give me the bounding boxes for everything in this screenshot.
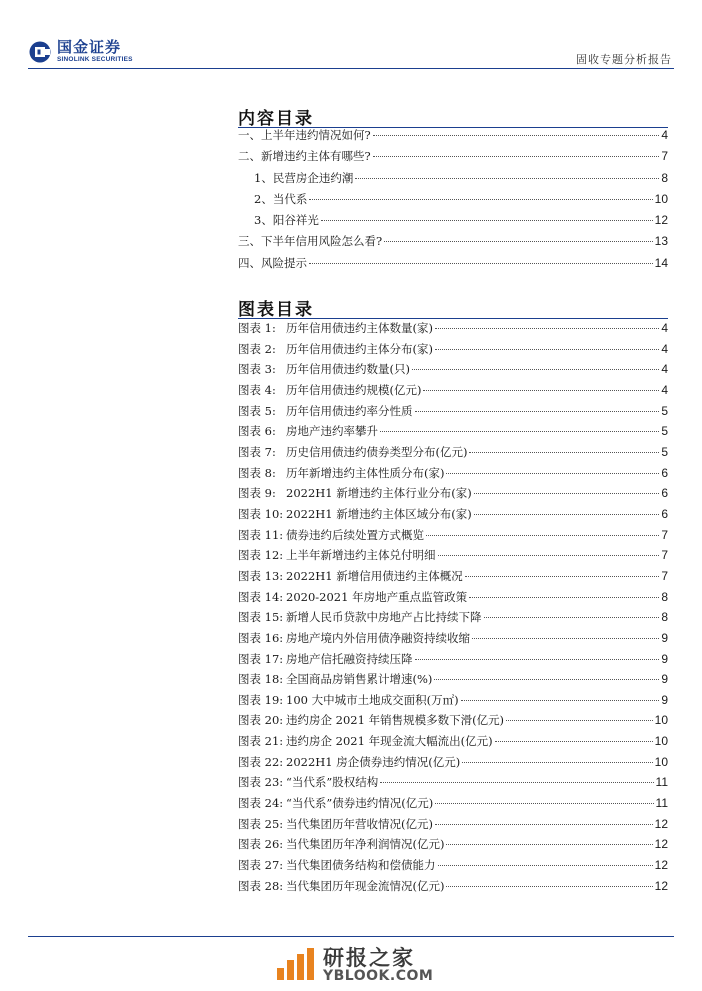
- chart-page: 6: [661, 486, 668, 501]
- toc-item[interactable]: [238, 170, 668, 191]
- chart-label: 上半年新增违约主体兑付明细: [286, 548, 436, 563]
- chart-number: 图表 10:: [238, 506, 284, 521]
- chart-label: 历年信用债违约数量(只): [286, 362, 410, 377]
- chart-toc-item[interactable]: [238, 341, 668, 362]
- chart-toc-item[interactable]: [238, 320, 668, 341]
- chart-label: 房地产信托融资持续压降: [286, 651, 413, 666]
- chart-toc-item[interactable]: [238, 465, 668, 486]
- report-type: 固收专题分析报告: [576, 53, 672, 66]
- toc-label: 1、民营房企违约潮: [254, 170, 354, 185]
- chart-label: “当代系”债券违约情况(亿元): [286, 796, 434, 811]
- bar-chart-logo-icon: [275, 946, 317, 982]
- toc-page: 4: [661, 128, 668, 142]
- chart-toc-item[interactable]: [238, 692, 668, 713]
- chart-page: 9: [661, 630, 668, 645]
- chart-toc-item[interactable]: [238, 630, 668, 651]
- chart-toc-item[interactable]: [238, 485, 668, 506]
- chart-toc-item[interactable]: [238, 671, 668, 692]
- toc-item[interactable]: [238, 191, 668, 212]
- chart-number: 图表 9:: [238, 486, 276, 501]
- chart-page: 6: [661, 465, 668, 480]
- toc-item[interactable]: [238, 255, 668, 276]
- page-header: [0, 0, 702, 68]
- chart-label: 历年信用债违约率分性质: [286, 403, 413, 418]
- chart-label: 2020-2021 年房地产重点监管政策: [286, 589, 468, 604]
- chart-number: 图表 5:: [238, 403, 276, 418]
- chart-page: 8: [661, 610, 668, 625]
- chart-page: 9: [661, 651, 668, 666]
- sinolink-logo-icon: [28, 40, 52, 64]
- chart-toc-item[interactable]: [238, 795, 668, 816]
- chart-page: 4: [661, 321, 668, 335]
- chart-number: 图表 11:: [238, 527, 284, 542]
- chart-toc-item[interactable]: [238, 382, 668, 403]
- toc-page: 10: [654, 191, 668, 206]
- chart-toc-item[interactable]: [238, 816, 668, 837]
- chart-label: 房地产违约率攀升: [286, 424, 378, 439]
- toc-item[interactable]: [238, 212, 668, 233]
- chart-page: 9: [661, 672, 668, 687]
- chart-toc-item[interactable]: [238, 774, 668, 795]
- chart-number: 图表 1:: [238, 321, 276, 335]
- chart-page: 4: [661, 382, 668, 397]
- chart-label: 2022H1 房企债券违约情况(亿元): [286, 754, 461, 769]
- chart-label: 历年信用债违约规模(亿元): [286, 382, 422, 397]
- chart-toc-item[interactable]: [238, 444, 668, 465]
- contents-list: [238, 127, 668, 276]
- toc-page: 12: [654, 213, 668, 228]
- toc-page: 14: [654, 255, 668, 270]
- chart-number: 图表 6:: [238, 424, 276, 439]
- chart-label: 当代集团债务结构和偿债能力: [286, 858, 436, 873]
- chart-toc-item[interactable]: [238, 651, 668, 672]
- chart-label: 违约房企 2021 年销售规模多数下滑(亿元): [286, 713, 505, 728]
- toc-label: 一、上半年违约情况如何?: [238, 128, 371, 142]
- chart-label: 违约房企 2021 年现金流大幅流出(亿元): [286, 734, 493, 749]
- chart-label: 历年信用债违约主体数量(家): [286, 321, 433, 335]
- chart-label: 2022H1 新增违约主体区域分布(家): [286, 506, 472, 521]
- chart-label: 新增人民币贷款中房地产占比持续下降: [286, 610, 482, 625]
- chart-number: 图表 25:: [238, 816, 284, 831]
- toc-page: 13: [654, 234, 668, 249]
- chart-toc-item[interactable]: [238, 836, 668, 857]
- chart-number: 图表 14:: [238, 589, 284, 604]
- toc-item[interactable]: [238, 148, 668, 169]
- chart-toc-item[interactable]: [238, 609, 668, 630]
- chart-toc-item[interactable]: [238, 361, 668, 382]
- chart-number: 图表 7:: [238, 444, 276, 459]
- chart-number: 图表 12:: [238, 548, 284, 563]
- charts-title-rule: [238, 318, 668, 319]
- chart-label: 债券违约后续处置方式概览: [286, 527, 424, 542]
- chart-number: 图表 18:: [238, 672, 284, 687]
- company-name-en: SINOLINK SECURITIES: [57, 56, 133, 64]
- chart-toc-item[interactable]: [238, 589, 668, 610]
- contents-title: 内容目录: [238, 109, 314, 129]
- toc-label: 三、下半年信用风险怎么看?: [238, 234, 383, 249]
- chart-page: 11: [655, 796, 668, 811]
- watermark-title: 研报之家: [323, 946, 415, 970]
- toc-label: 3、阳谷祥光: [254, 213, 319, 228]
- chart-page: 12: [654, 816, 668, 831]
- company-logo: [28, 40, 133, 64]
- chart-page: 7: [661, 527, 668, 542]
- toc-page: 8: [661, 170, 668, 185]
- chart-label: 当代集团历年净利润情况(亿元): [286, 837, 445, 852]
- chart-label: 100 大中城市土地成交面积(万㎡): [286, 692, 459, 707]
- chart-number: 图表 16:: [238, 630, 284, 645]
- chart-page: 5: [661, 403, 668, 418]
- chart-label: 全国商品房销售累计增速(%): [286, 672, 433, 687]
- header-divider: [28, 68, 674, 69]
- chart-label: “当代系”股权结构: [286, 775, 379, 790]
- chart-page: 4: [661, 341, 668, 356]
- charts-title: 图表目录: [238, 300, 314, 320]
- chart-page: 7: [661, 548, 668, 563]
- chart-toc-item[interactable]: [238, 754, 668, 775]
- chart-toc-item[interactable]: [238, 403, 668, 424]
- chart-number: 图表 24:: [238, 796, 284, 811]
- footer-divider: [28, 936, 674, 937]
- chart-page: 10: [654, 754, 668, 769]
- chart-page: 8: [661, 589, 668, 604]
- chart-number: 图表 4:: [238, 382, 276, 397]
- chart-page: 6: [661, 506, 668, 521]
- chart-number: 图表 23:: [238, 775, 284, 790]
- chart-page: 7: [661, 568, 668, 583]
- chart-number: 图表 21:: [238, 734, 284, 749]
- toc-label: 2、当代系: [254, 191, 308, 206]
- toc-label: 二、新增违约主体有哪些?: [238, 149, 371, 164]
- chart-toc-item[interactable]: [238, 878, 668, 899]
- chart-page: 12: [654, 878, 668, 893]
- chart-page: 10: [654, 713, 668, 728]
- chart-number: 图表 19:: [238, 692, 284, 707]
- chart-number: 图表 26:: [238, 837, 284, 852]
- chart-toc-item[interactable]: [238, 547, 668, 568]
- chart-label: 历年信用债违约主体分布(家): [286, 341, 433, 356]
- toc-item[interactable]: [238, 127, 668, 148]
- toc-item[interactable]: [238, 233, 668, 254]
- toc-page: 7: [661, 149, 668, 164]
- chart-label: 历史信用债违约债券类型分布(亿元): [286, 444, 468, 459]
- chart-toc-item[interactable]: [238, 527, 668, 548]
- chart-number: 图表 27:: [238, 858, 284, 873]
- chart-number: 图表 3:: [238, 362, 276, 377]
- chart-toc-item[interactable]: [238, 506, 668, 527]
- company-name-cn: 国金证券: [57, 38, 122, 57]
- chart-label: 2022H1 新增信用债违约主体概况: [286, 568, 463, 583]
- chart-number: 图表 15:: [238, 610, 284, 625]
- chart-page: 5: [661, 424, 668, 439]
- chart-page: 12: [654, 837, 668, 852]
- chart-page: 10: [654, 734, 668, 749]
- chart-page: 4: [661, 362, 668, 377]
- chart-label: 当代集团历年现金流情况(亿元): [286, 878, 445, 893]
- chart-page: 12: [654, 858, 668, 873]
- chart-label: 2022H1 新增违约主体行业分布(家): [286, 486, 472, 501]
- chart-page: 5: [661, 444, 668, 459]
- chart-toc-item[interactable]: [238, 568, 668, 589]
- toc-label: 四、风险提示: [238, 255, 307, 270]
- watermark-url: YBLOOK.COM: [323, 968, 434, 984]
- chart-number: 图表 17:: [238, 651, 284, 666]
- chart-number: 图表 2:: [238, 341, 276, 356]
- watermark: [275, 940, 435, 990]
- chart-number: 图表 13:: [238, 568, 284, 583]
- chart-label: 房地产境内外信用债净融资持续收缩: [286, 630, 470, 645]
- chart-toc-item[interactable]: [238, 712, 668, 733]
- chart-toc-item[interactable]: [238, 733, 668, 754]
- chart-number: 图表 22:: [238, 754, 284, 769]
- chart-number: 图表 8:: [238, 465, 276, 480]
- chart-toc-item[interactable]: [238, 857, 668, 878]
- chart-toc-item[interactable]: [238, 423, 668, 444]
- chart-number: 图表 20:: [238, 713, 284, 728]
- chart-page: 11: [655, 775, 668, 790]
- chart-list: [238, 320, 668, 898]
- chart-label: 当代集团历年营收情况(亿元): [286, 816, 433, 831]
- chart-page: 9: [661, 692, 668, 707]
- chart-number: 图表 28:: [238, 878, 284, 893]
- chart-label: 历年新增违约主体性质分布(家): [286, 465, 445, 480]
